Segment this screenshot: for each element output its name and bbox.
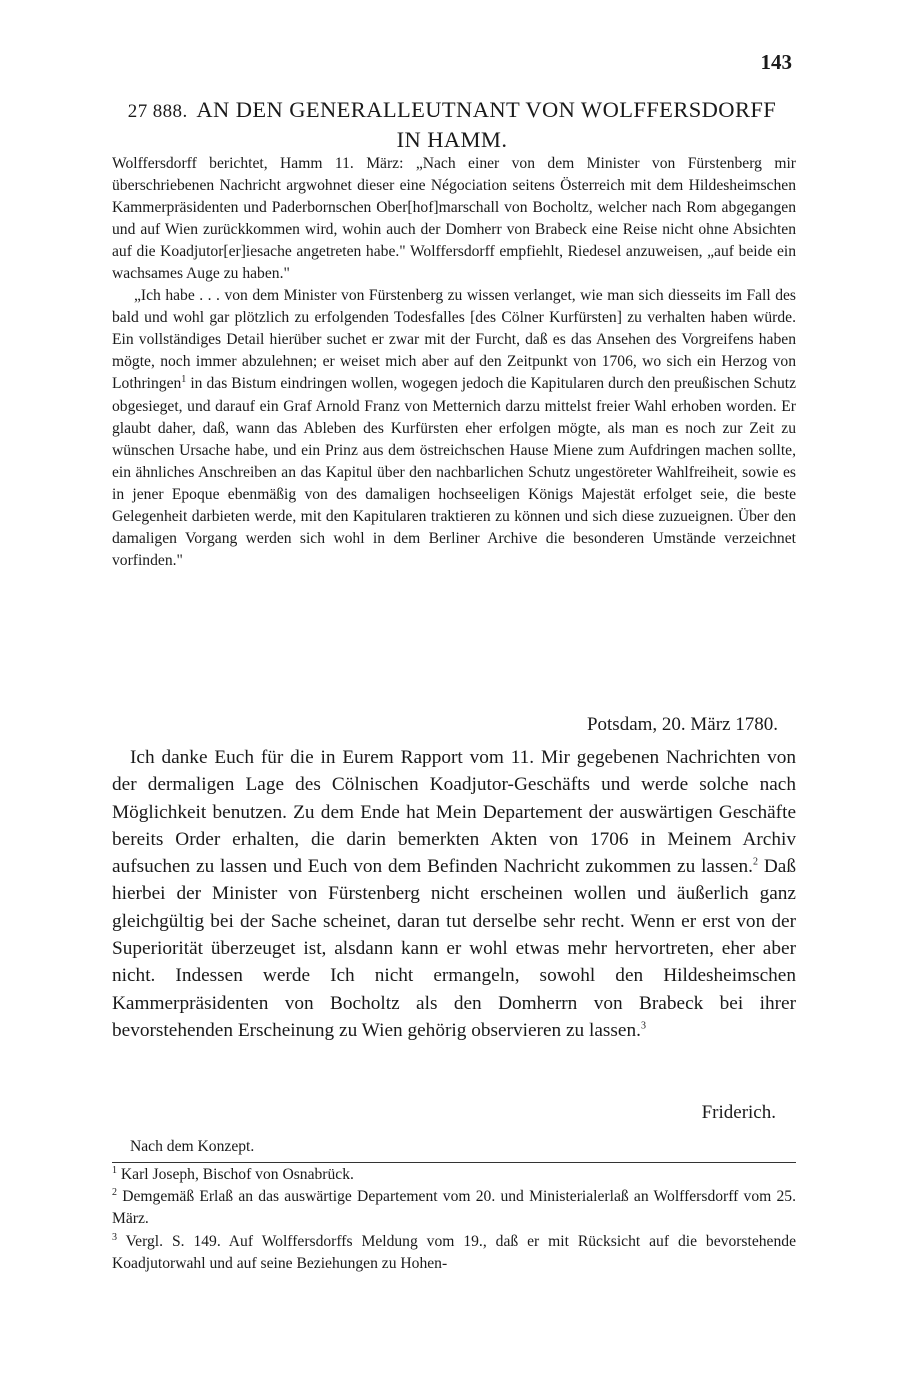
letter-body: [112, 744, 796, 1044]
footnote-ref-3: 3: [640, 1020, 646, 1032]
footnote-ref-1: 1: [181, 374, 187, 386]
footnotes: [112, 1164, 796, 1275]
footnote-text: Vergl. S. 149. Auf Wolffersdorffs Meldung vom 19., daß er mit Rücksicht auf die bevorstehende Koadjutorwahl und auf seine Beziehungen zu Hohen-: [112, 1232, 796, 1272]
summary-paragraph-2: [112, 285, 796, 572]
footnote-mark: 2: [112, 1187, 117, 1199]
footnote-3: [112, 1231, 796, 1275]
document-number: 27 888.: [127, 101, 188, 122]
footnote-text: Demgemäß Erlaß an das auswärtige Departement vom 20. und Ministerialerlaß an Wolffersdorff vom 25. März.: [112, 1188, 796, 1228]
report-summary: [112, 153, 796, 572]
heading-line-1: AN DEN GENERALLEUTNANT VON WOLFFERSDORFF: [196, 97, 777, 122]
footnote-mark: 3: [112, 1231, 117, 1243]
footnote-ref-2: 2: [753, 856, 759, 868]
letter-part-a: Ich danke Euch für die in Eurem Rapport vom 11. Mir gegebenen Nachrichten von der dermaligen Lage des Cölnischen Koadjutor-Geschäfts und werde solche nach Möglichkeit benutzen. Zu dem Ende hat Mein Departement der auswärtigen Geschäfte bereits Order erhalten, die darin bemerkten Akten von 1706 in Meinem Archiv aufsuchen zu lassen und Euch von dem Befinden Nachricht zukommen zu lassen.: [112, 747, 796, 878]
date-line: Potsdam, 20. März 1780.: [586, 714, 778, 735]
document-heading: [112, 96, 792, 154]
footnote-1: [112, 1164, 796, 1186]
heading-line-2: IN HAMM.: [396, 127, 508, 152]
page-number: 143: [760, 50, 792, 74]
letter-part-b: Daß hierbei der Minister von Fürstenberg nicht erscheinen wollen und äußerlich ganz gleichgültig bei der Sache scheinet, daran tut derselbe sehr recht. Wenn er erst von der Superiorität überzeuget ist, alsdann kann er wohl etwas mehr hervortreten, eher aber nicht. Indessen werde Ich nicht ermangeln, sowohl den Hildesheimschen Kammerpräsidenten von Bocholtz als den Domherrn von Brabeck bei ihrer bevorstehenden Erscheinung zu Wien gehörig observieren zu lassen.: [112, 856, 796, 1041]
summary-paragraph-2-part-a: „Ich habe . . . von dem Minister von Fürstenberg zu wissen verlanget, wie man sich diesseits im Fall des bald und wohl gar plötzlich zu erfolgenden Todesfalles [des Cölner Kurfürsten] zu verhalten haben würde. Ein vollständiges Detail hierüber suchet er zwar mit der Furcht, daß es das Ansehen des Vorgreifens haben mögte, noch immer abzulehnen; er weiset mich aber auf den Zeitpunkt von 1706, wo sich ein Herzog von Lothringen: [112, 287, 796, 393]
footnote-divider: [112, 1162, 796, 1163]
footnote-text: Karl Joseph, Bischof von Osnabrück.: [120, 1166, 354, 1183]
source-note: Nach dem Konzept.: [130, 1138, 255, 1155]
signature: Friderich.: [701, 1102, 776, 1123]
footnote-mark: 1: [112, 1164, 117, 1176]
summary-paragraph-2-part-b: in das Bistum eindringen wollen, wogegen jedoch die Kapitularen durch den preußischen Schutz obgesieget, und darauf ein Graf Arnold Franz von Metternich darzu mittelst freier Wahl erhoben worden. Er glaubt daher, daß, wann das Ableben des Kurfürsten eher erfolgen mögte, als man es noch zur Zeit zu wünschen Ursache habe, und ein Prinz aus dem östreichschen Hause Miene zum Aufdringen machen sollte, ein ähnliches Anschreiben an das Kapitul über den nachbarlichen Schutz ungestöreter Wahlfreiheit, sowie es in jener Epoque ebenmäßig von des damaligen hochseeligen Königs Majestät erfolget seie, die beste Gelegenheit darbieten werde, mit den Kapitularen traktieren zu können und sich diese zuzueignen. Über den damaligen Vorgang werden sich wohl in dem Berliner Archive die besonderen Umstände verzeichnet vorfinden.": [112, 375, 796, 569]
footnote-2: [112, 1186, 796, 1230]
summary-paragraph-1: Wolffersdorff berichtet, Hamm 11. März: „Nach einer von dem Minister von Fürstenberg mir überschriebenen Nachricht argwohnet dieser eine Négociation seitens Österreich mit dem Hildesheimschen Kammerpräsidenten und Paderbornschen Ober[hof]marschall von Bocholtz, welcher nach Rom abgegangen und auf Wien zurückkommen wird, wohin auch der Domherr von Brabeck eine Reise nicht ohne Absichten auf die Koadjutor[er]iesache angetreten habe." Wolffersdorff empfiehlt, Riedesel anzuweisen, „auf beide ein wachsames Auge zu haben.": [112, 155, 796, 283]
